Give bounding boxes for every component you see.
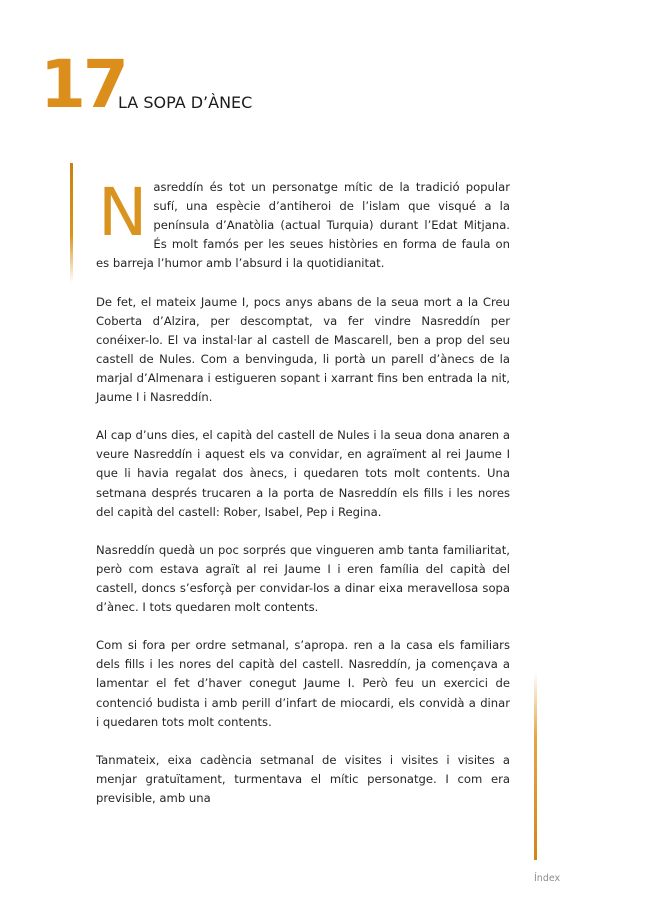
paragraph-5: Com si fora per ordre setmanal, s’apropa. ren a la casa els familiars dels fills i les nores del capità del castell. Nasreddín, ja començava a lamentar el fet d’haver conegut Jaume I. Però feu un exercici de contenció budista i amb perill d’infart de miocardi, els convidà a dinar i quedaren tots molt contents. [96, 638, 510, 729]
paragraph-1 [96, 174, 510, 273]
decorative-bar-bottom [534, 672, 537, 860]
chapter-number: 17 [40, 46, 126, 123]
chapter-title: LA SOPA D’ÀNEC [118, 93, 253, 112]
paragraph-4: Nasreddín quedà un poc sorprés que vingueren amb tanta familiaritat, però com estava agraït al rei Jaume I i eren família del capità del castell, doncs s’esforçà per convidar-los a dinar eixa meravellosa sopa d’ànec. I tots quedaren molt contents. [96, 542, 510, 615]
index-link[interactable]: Índex [534, 873, 561, 884]
paragraph-3: Al cap d’uns dies, el capità del castell de Nules i la seua dona anaren a veure Nasreddín i aquest els va convidar, en agraïment al rei Jaume I que li havia regalat dos ànecs, i quedaren tots molt contents. Una setmana després trucaren a la porta de Nasreddín els fills i les nores del capità del castell: Rober, Isabel, Pep i Regina. [96, 428, 510, 519]
paragraph-6: Tanmateix, eixa cadència setmanal de visites i visites i visites a menjar gratuïtament, turmentava el mític personatge. I com era previsible, amb una [96, 752, 510, 805]
paragraph-1-text: asreddín és tot un personatge mític de la tradició popular sufí, una espècie d’antiheroi de l’islam que visqué a la península d’Anatòlia (actual Turquia) durant l’Edat Mitjana. És molt famós per les seues històries en forma de faula on es barreja l’humor amb l’absurd i la quotidianitat. [96, 180, 510, 271]
drop-cap: N [98, 174, 148, 251]
paragraph-2: De fet, el mateix Jaume I, pocs anys abans de la seua mort a la Creu Coberta d’Alzira, per descomptat, va fer vindre Nasreddín per conéixer-lo. El va instal·lar al castell de Mascarell, ben a prop del seu castell de Nules. Com a benvinguda, li portà un parell d’ànecs de la marjal d’Almenara i estigueren sopant i xarrant fins ben entrada la nit, Jaume I i Nasreddín. [96, 294, 510, 405]
article-body [96, 174, 510, 827]
decorative-bar-top [70, 163, 73, 283]
